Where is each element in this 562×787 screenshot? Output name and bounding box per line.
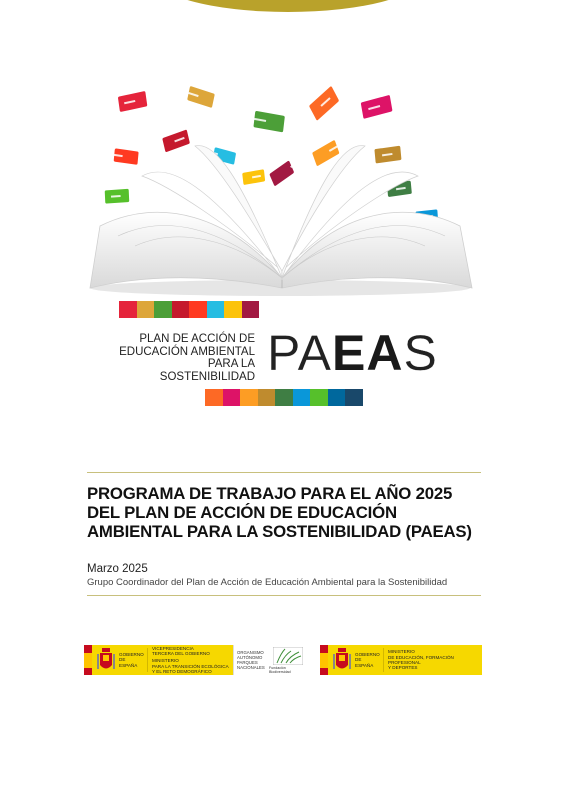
grass-leaves-icon — [273, 647, 303, 665]
paeas-logo-ea: EA — [332, 325, 404, 381]
gov-label: GOBIERNO DE ESPAÑA — [355, 652, 380, 668]
logo-separator — [147, 648, 148, 672]
title-bottom-rule — [87, 595, 481, 596]
paeas-logo-s: S — [403, 325, 438, 381]
paeas-logo — [267, 325, 438, 381]
hero-book-illustration — [80, 66, 480, 298]
color-swatch — [240, 389, 258, 406]
spain-flag-icon — [320, 645, 328, 675]
color-swatch — [154, 301, 172, 318]
gov-label: GOBIERNO DE ESPAÑA — [119, 652, 144, 668]
ministry-label — [388, 649, 480, 670]
spain-coat-of-arms-icon — [332, 647, 352, 673]
paeas-text-line: PARA LA SOSTENIBILIDAD — [159, 358, 255, 383]
sdg-card-icon — [114, 148, 139, 164]
color-swatch — [224, 301, 242, 318]
logo-oapn-fundacion — [233, 645, 309, 675]
oapn-line: NACIONALES — [237, 665, 265, 670]
ministry-line: Y DEPORTES — [388, 665, 418, 671]
fundacion-biodiversidad-mark — [269, 647, 307, 674]
sdg-card-icon — [253, 111, 284, 133]
ministry-line: MINISTERIO — [388, 649, 415, 655]
logo-miteco — [84, 645, 233, 675]
color-swatch — [137, 301, 155, 318]
fundacion-label: Fundación Biodiversidad — [269, 665, 291, 674]
color-swatch — [205, 389, 223, 406]
color-swatch — [172, 301, 190, 318]
ministry-line: PARA LA TRANSICIÓN ECOLÓGICA — [152, 663, 229, 669]
sdg-color-strip-bottom — [205, 389, 363, 406]
ministry-line: Y EL RETO DEMOGRÁFICO — [152, 668, 212, 674]
paeas-full-name — [119, 333, 255, 383]
color-swatch — [293, 389, 311, 406]
spain-flag-icon — [84, 645, 92, 675]
title-top-rule — [87, 472, 481, 473]
paeas-text-line: PLAN DE ACCIÓN DE — [139, 333, 255, 345]
ministry-label — [152, 646, 232, 674]
document-title: PROGRAMA DE TRABAJO PARA EL AÑO 2025 DEL PLAN DE ACCIÓN DE EDUCACIÓN AMBIENTAL PARA LA SOSTENIBILIDAD (PAEAS) — [87, 484, 472, 541]
color-swatch — [258, 389, 276, 406]
color-swatch — [328, 389, 346, 406]
color-swatch — [207, 301, 225, 318]
oapn-line: PARQUES — [237, 660, 258, 665]
ministry-line: VICEPRESIDENCIA — [152, 645, 194, 651]
color-swatch — [242, 301, 260, 318]
sdg-card-icon — [269, 160, 294, 186]
spain-coat-of-arms-icon — [96, 647, 116, 673]
ministry-line: TERCERA DEL GOBIERNO — [152, 651, 210, 657]
sdg-card-mark — [290, 161, 299, 168]
ministry-line: MINISTERIO — [152, 658, 179, 664]
logo-separator — [383, 648, 384, 672]
color-swatch — [310, 389, 328, 406]
oapn-line: ORGANISMO — [237, 650, 264, 655]
color-swatch — [119, 301, 137, 318]
paeas-text-line: EDUCACIÓN AMBIENTAL — [119, 345, 255, 358]
oapn-line: AUTÓNOMO — [237, 655, 263, 660]
document-date: Marzo 2025 — [87, 563, 148, 575]
color-swatch — [345, 389, 363, 406]
color-swatch — [189, 301, 207, 318]
document-author: Grupo Coordinador del Plan de Acción de Educación Ambiental para la Sostenibilidad — [87, 577, 448, 588]
color-swatch — [275, 389, 293, 406]
color-swatch — [223, 389, 241, 406]
logo-mefpd — [320, 645, 482, 675]
oapn-label — [234, 650, 269, 670]
sdg-color-strip-top — [119, 301, 259, 318]
top-decorative-arc — [150, 0, 426, 12]
sdg-card-icon — [312, 140, 339, 167]
paeas-logo-pa: PA — [267, 325, 332, 381]
ministry-line: DE EDUCACIÓN, FORMACIÓN PROFESIONAL — [388, 654, 454, 665]
sdg-card-icon — [187, 86, 215, 108]
